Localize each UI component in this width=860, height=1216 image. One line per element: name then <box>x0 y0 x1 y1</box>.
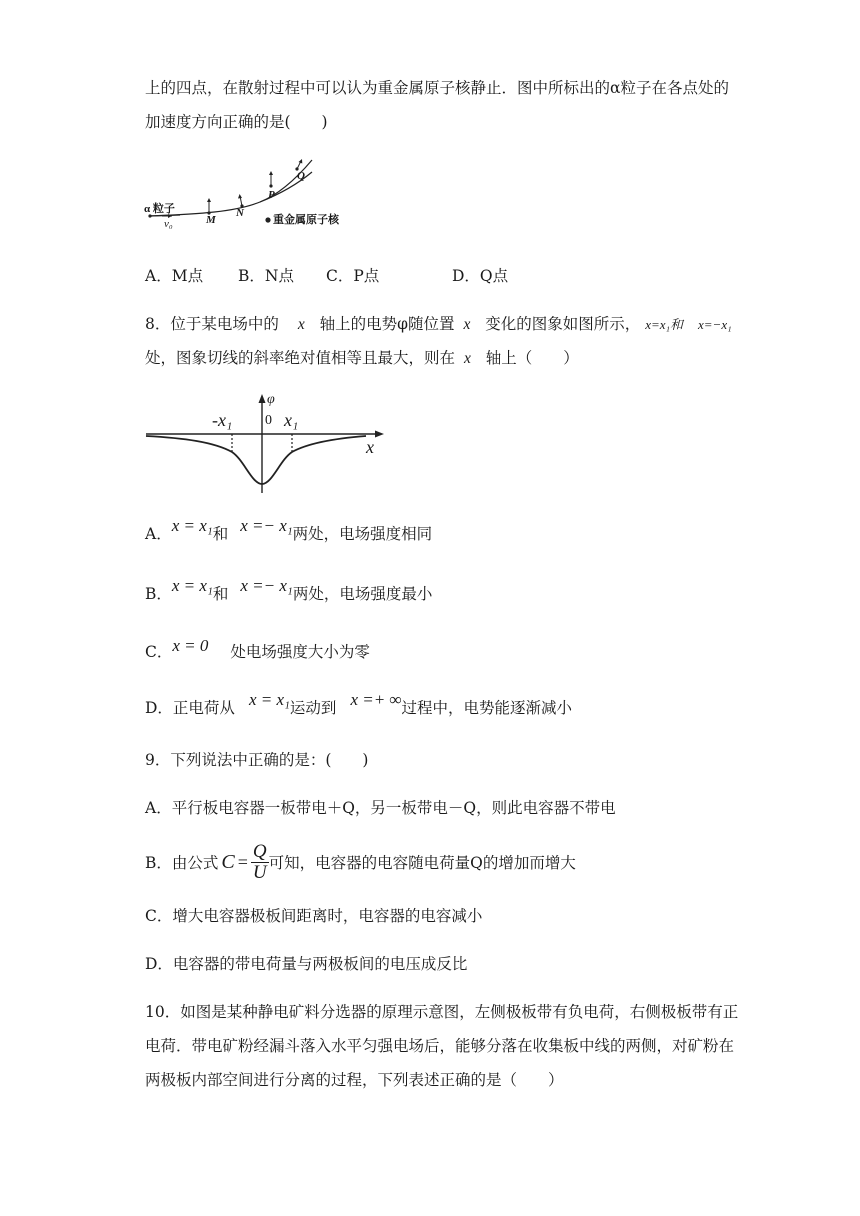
neg-x1-tick-label: -x₁ <box>212 410 233 430</box>
nucleus-label: 重金属原子核 <box>273 213 339 226</box>
q8-option-c <box>145 636 370 662</box>
option-text: 两处，电场强度最小 <box>292 585 433 603</box>
q8-text: 轴上（ ） <box>485 349 579 367</box>
math-equals: = <box>237 851 248 872</box>
q7-line1: 上的四点，在散射过程中可以认为重金属原子核静止．图中所标出的α粒子在各点处的 <box>145 79 729 97</box>
q9-option-a: A．平行板电容器一板带电＋Q，另一板带电－Q，则此电容器不带电 <box>145 799 616 817</box>
option-text: 运动到 <box>289 699 337 717</box>
math-x-eq-plus-infinity: x =+ ∞ <box>350 690 402 709</box>
q9-option-b <box>145 838 576 886</box>
q10-line1: 10．如图是某种静电矿料分选器的原理示意图，左侧极板带有负电荷，右侧极板带有正 <box>145 1003 739 1021</box>
x-axis-label: x <box>366 437 374 457</box>
origin-label: 0 <box>265 413 272 428</box>
q8-x-symbol: x <box>297 316 305 333</box>
fraction-denominator: U <box>252 861 267 883</box>
q9-stem: 9．下列说法中正确的是：( ) <box>145 751 369 769</box>
q7-option-d: D．Q点 <box>452 267 509 285</box>
v0-label: v₀ <box>164 218 173 230</box>
q8-option-a <box>145 516 433 544</box>
option-text: 可知，电容器的电容随电荷量Q的增加而增大 <box>268 854 576 872</box>
q8-line1 <box>145 312 732 334</box>
math-x-eq-x1: x = x₁ <box>248 690 290 709</box>
option-text: 过程中，电势能逐渐减小 <box>401 699 573 717</box>
q7-figure <box>140 152 380 234</box>
q8-x-symbol: x <box>463 350 471 367</box>
q8-option-b <box>145 576 433 604</box>
option-prefix: B．由公式 <box>145 854 219 872</box>
option-prefix: B． <box>145 585 172 603</box>
q9-option-c: C．增大电容器极板间距离时，电容器的电容减小 <box>145 907 483 925</box>
alpha-scatter-diagram <box>140 152 380 234</box>
option-prefix: D．正电荷从 <box>145 699 235 717</box>
q8-line2 <box>145 346 579 368</box>
option-text: 两处，电场强度相同 <box>292 525 433 543</box>
q8-potential-graph <box>144 392 394 494</box>
q10-line2: 电荷．带电矿粉经漏斗落入水平匀强电场后，能够分落在收集板中线的两侧，对矿粉在 <box>145 1037 735 1055</box>
x1-tick-label: x₁ <box>284 410 299 430</box>
q10-line3: 两极板内部空间进行分离的过程，下列表述正确的是（ ） <box>145 1071 564 1089</box>
math-fraction-q-over-u <box>251 842 269 883</box>
point-m-label: M <box>206 214 216 226</box>
fraction-numerator: Q <box>252 840 267 862</box>
q8-x-symbol: x <box>463 316 471 333</box>
q8-text: 处，图象切线的斜率绝对值相等且最大，则在 <box>145 349 456 367</box>
math-x-eq-x1: x = x₁ <box>171 516 213 535</box>
math-x-eq-neg-x1: x =− x₁ <box>240 576 293 595</box>
q8-x-eq-neg-x1: x=−x₁ <box>698 317 732 332</box>
q7-line2: 加速度方向正确的是( ) <box>145 113 328 131</box>
phi-axis-label: φ <box>267 392 275 407</box>
q8-text: 8．位于某电场中的 <box>145 315 279 333</box>
point-q-label: Q <box>297 170 305 182</box>
point-p-label: P <box>268 189 275 201</box>
option-text: 和 <box>212 525 229 543</box>
point-n-label: N <box>236 207 244 219</box>
math-x-eq-x1: x = x₁ <box>171 576 213 595</box>
q7-option-c: C．P点 <box>326 267 380 285</box>
alpha-particle-label: α 粒子 <box>144 203 175 215</box>
option-text: 和 <box>212 585 229 603</box>
q8-option-d <box>145 690 573 718</box>
q7-option-b: B．N点 <box>238 267 294 285</box>
option-text: 处电场强度大小为零 <box>230 643 370 661</box>
math-x-eq-0: x = 0 <box>172 636 209 655</box>
option-prefix: A． <box>145 525 172 543</box>
q7-option-a: A．M点 <box>145 267 204 285</box>
q8-x-eq-x1: x=x₁和 <box>645 317 684 332</box>
q9-option-d: D．电容器的带电荷量与两极板间的电压成反比 <box>145 955 468 973</box>
math-capacitance-c: C <box>221 850 235 873</box>
q8-text: 轴上的电势φ随位置 <box>319 315 455 333</box>
q8-text: 变化的图象如图所示， <box>485 315 641 333</box>
math-x-eq-neg-x1: x =− x₁ <box>240 516 293 535</box>
option-prefix: C． <box>145 643 173 661</box>
